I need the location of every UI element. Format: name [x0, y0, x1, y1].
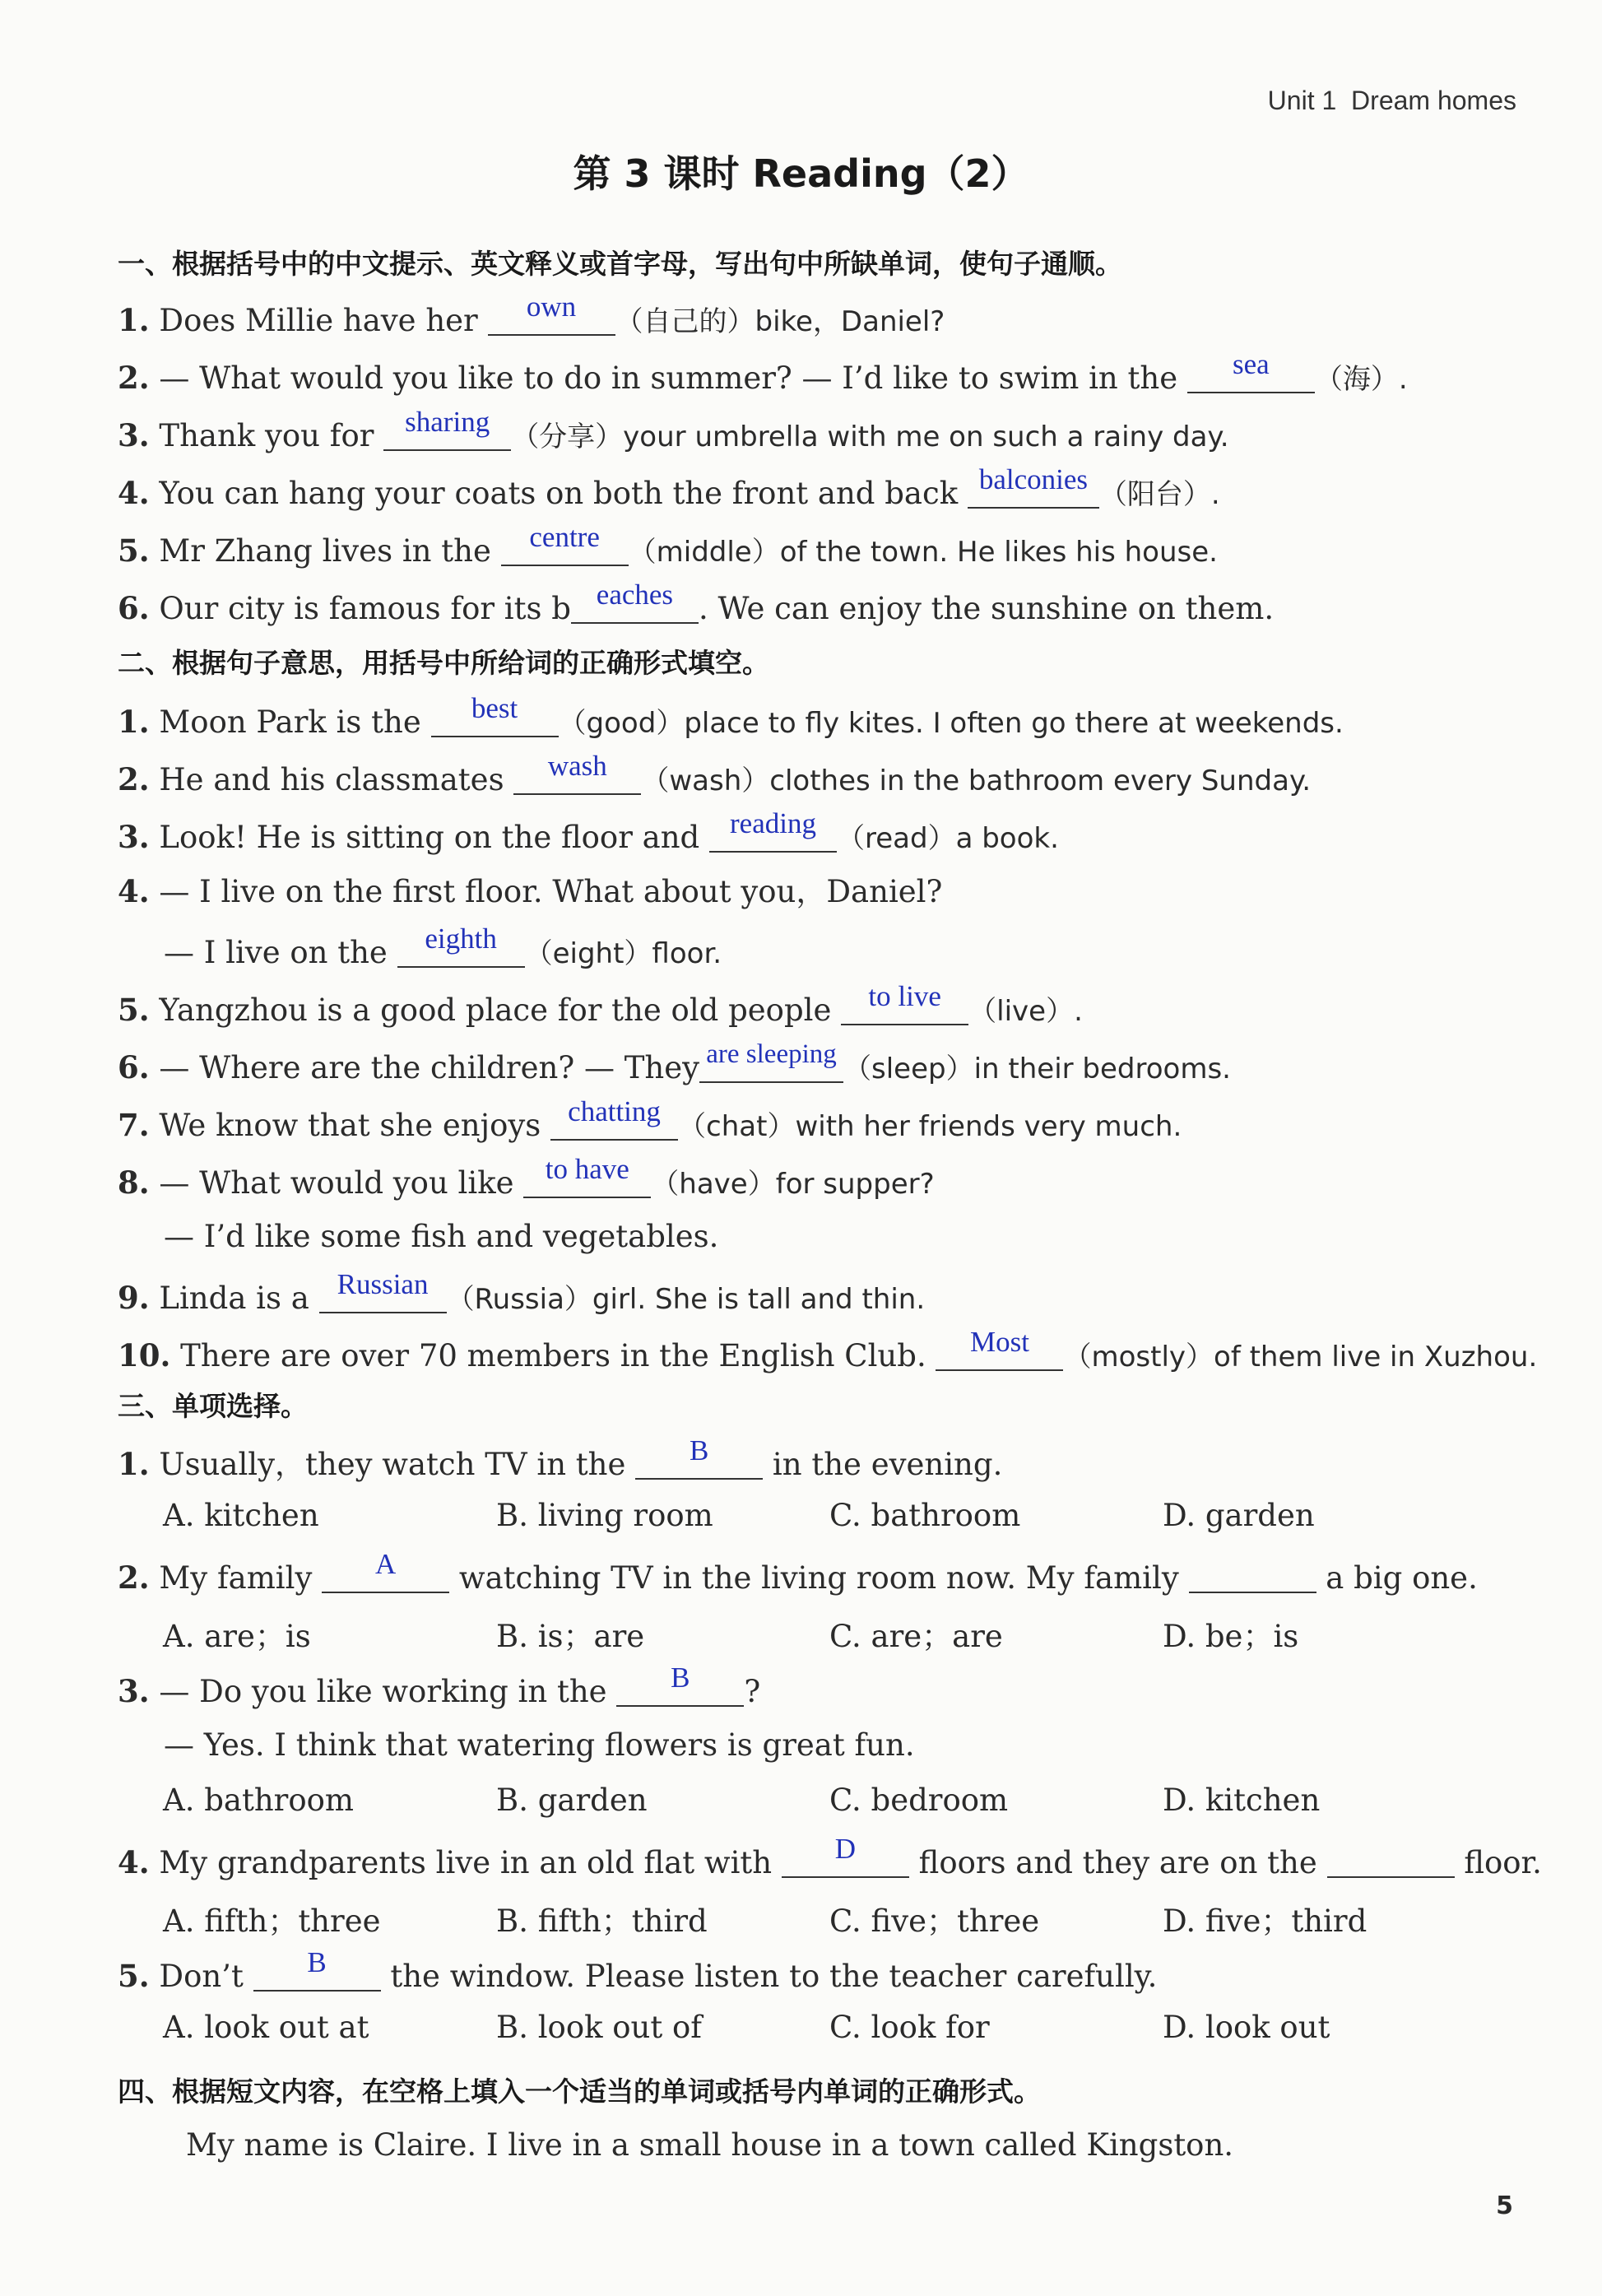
- answer-blank[interactable]: to live: [841, 986, 968, 1025]
- s2-q6: 6. — Where are the children? — They are sleeping （sleep）in their bedrooms.: [118, 1039, 1231, 1085]
- lesson-title: 第 3 课时 Reading（2）: [573, 151, 1029, 196]
- answer-blank[interactable]: balconies: [968, 469, 1099, 509]
- running-head: Unit 1 Dream homes: [1267, 86, 1516, 115]
- s2-q4-reply: — I live on the eighth （eight）floor.: [164, 923, 722, 970]
- s2-q9: 9. Linda is a Russian （Russia）girl. She is tall and thin.: [118, 1268, 926, 1316]
- page-number: 5: [1496, 2191, 1513, 2220]
- s1-q1: 1. Does Millie have her own （自己的）bike，Daniel?: [118, 290, 945, 338]
- option-d[interactable]: D. be；is: [1163, 1619, 1299, 1654]
- section-1-heading: 一、根据括号中的中文提示、英文释义或首字母，写出句中所缺单词，使句子通顺。: [118, 248, 1122, 280]
- option-a[interactable]: A. are；is: [163, 1619, 311, 1654]
- answer-blank[interactable]: reading: [709, 813, 837, 853]
- answer-blank[interactable]: sea: [1187, 354, 1315, 393]
- answer-blank[interactable]: wash: [513, 755, 641, 795]
- s2-q2: 2. He and his classmates wash （wash）clothes in the bathroom every Sunday.: [118, 750, 1312, 797]
- answer-blank[interactable]: are sleeping: [699, 1043, 843, 1083]
- option-b[interactable]: B. is；are: [496, 1619, 645, 1654]
- answer-blank[interactable]: B: [635, 1440, 763, 1480]
- s1-q2: 2. — What would you like to do in summer? — I’d like to swim in the sea （海）.: [118, 348, 1408, 396]
- answer-blank[interactable]: eighth: [397, 928, 525, 968]
- s1-q4: 4. You can hang your coats on both the front and back balconies （阳台）.: [118, 463, 1220, 511]
- s2-q10: 10. There are over 70 members in the English Club. Most （mostly）of them live in Xuzhou.: [118, 1326, 1538, 1373]
- option-b[interactable]: B. fifth；third: [496, 1903, 708, 1939]
- option-d[interactable]: D. look out: [1163, 2010, 1330, 2045]
- answer-blank[interactable]: A: [322, 1554, 449, 1593]
- answer-blank[interactable]: chatting: [550, 1101, 678, 1141]
- answer-blank[interactable]: Most: [936, 1332, 1063, 1371]
- s2-q3: 3. Look! He is sitting on the floor and reading （read）a book.: [118, 807, 1059, 855]
- option-b[interactable]: B. look out of: [496, 2010, 702, 2045]
- answer-blank[interactable]: sharing: [383, 411, 511, 451]
- option-a[interactable]: A. kitchen: [163, 1498, 319, 1533]
- answer-blank[interactable]: [1189, 1554, 1316, 1593]
- s3-q3: 3. — Do you like working in the B ?: [118, 1662, 761, 1709]
- option-c[interactable]: C. bedroom: [829, 1782, 1009, 1818]
- option-c[interactable]: C. bathroom: [829, 1498, 1021, 1533]
- s3-q5: 5. Don’t B the window. Please listen to the teacher carefully.: [118, 1946, 1158, 1994]
- s2-q8-reply: — I’d like some fish and vegetables.: [164, 1219, 719, 1254]
- option-d[interactable]: D. garden: [1163, 1498, 1315, 1533]
- section-2-heading: 二、根据句子意思，用括号中所给词的正确形式填空。: [118, 647, 769, 679]
- s3-q2: 2. My family A watching TV in the living room now. My family a big one.: [118, 1548, 1478, 1596]
- answer-blank[interactable]: Russian: [319, 1274, 447, 1313]
- s2-q4: 4. — I live on the first floor. What about you，Daniel?: [118, 873, 943, 909]
- s1-q5: 5. Mr Zhang lives in the centre （middle）of the town. He likes his house.: [118, 521, 1218, 569]
- passage-text: My name is Claire. I live in a small house in a town called Kingston.: [186, 2127, 1234, 2163]
- answer-blank[interactable]: centre: [501, 527, 629, 566]
- option-c[interactable]: C. five；three: [829, 1903, 1040, 1939]
- answer-blank[interactable]: [1327, 1838, 1455, 1878]
- answer-blank[interactable]: eaches: [571, 584, 699, 624]
- s2-q1: 1. Moon Park is the best （good）place to fly kites. I often go there at weekends.: [118, 692, 1344, 740]
- option-c[interactable]: C. are；are: [829, 1619, 1003, 1654]
- s2-q5: 5. Yangzhou is a good place for the old people to live （live）.: [118, 980, 1083, 1028]
- s1-q3: 3. Thank you for sharing （分享）your umbrella with me on such a rainy day.: [118, 406, 1229, 453]
- s1-q6: 6. Our city is famous for its b eaches . We can enjoy the sunshine on them.: [118, 579, 1275, 626]
- option-a[interactable]: A. look out at: [163, 2010, 369, 2045]
- option-c[interactable]: C. look for: [829, 2010, 990, 2045]
- section-4-heading: 四、根据短文内容，在空格上填入一个适当的单词或括号内单词的正确形式。: [118, 2075, 1041, 2108]
- option-a[interactable]: A. bathroom: [163, 1782, 355, 1818]
- answer-blank[interactable]: to have: [523, 1159, 651, 1198]
- option-b[interactable]: B. living room: [496, 1498, 713, 1533]
- s2-q7: 7. We know that she enjoys chatting （chat）with her friends very much.: [118, 1095, 1182, 1143]
- answer-blank[interactable]: own: [488, 296, 615, 336]
- section-3-heading: 三、单项选择。: [118, 1390, 308, 1422]
- answer-blank[interactable]: best: [431, 698, 559, 737]
- answer-blank[interactable]: D: [782, 1838, 909, 1878]
- option-a[interactable]: A. fifth；three: [163, 1903, 381, 1939]
- s2-q8: 8. — What would you like to have （have）for supper?: [118, 1153, 935, 1201]
- s3-q1: 1. Usually，they watch TV in the B in the evening.: [118, 1434, 1003, 1482]
- s3-q3-reply: — Yes. I think that watering flowers is great fun.: [164, 1727, 915, 1763]
- option-d[interactable]: D. five；third: [1163, 1903, 1368, 1939]
- s3-q4: 4. My grandparents live in an old flat with D floors and they are on the floor.: [118, 1833, 1542, 1880]
- option-b[interactable]: B. garden: [496, 1782, 648, 1818]
- option-d[interactable]: D. kitchen: [1163, 1782, 1321, 1818]
- answer-blank[interactable]: B: [616, 1667, 744, 1707]
- answer-blank[interactable]: B: [253, 1952, 381, 1992]
